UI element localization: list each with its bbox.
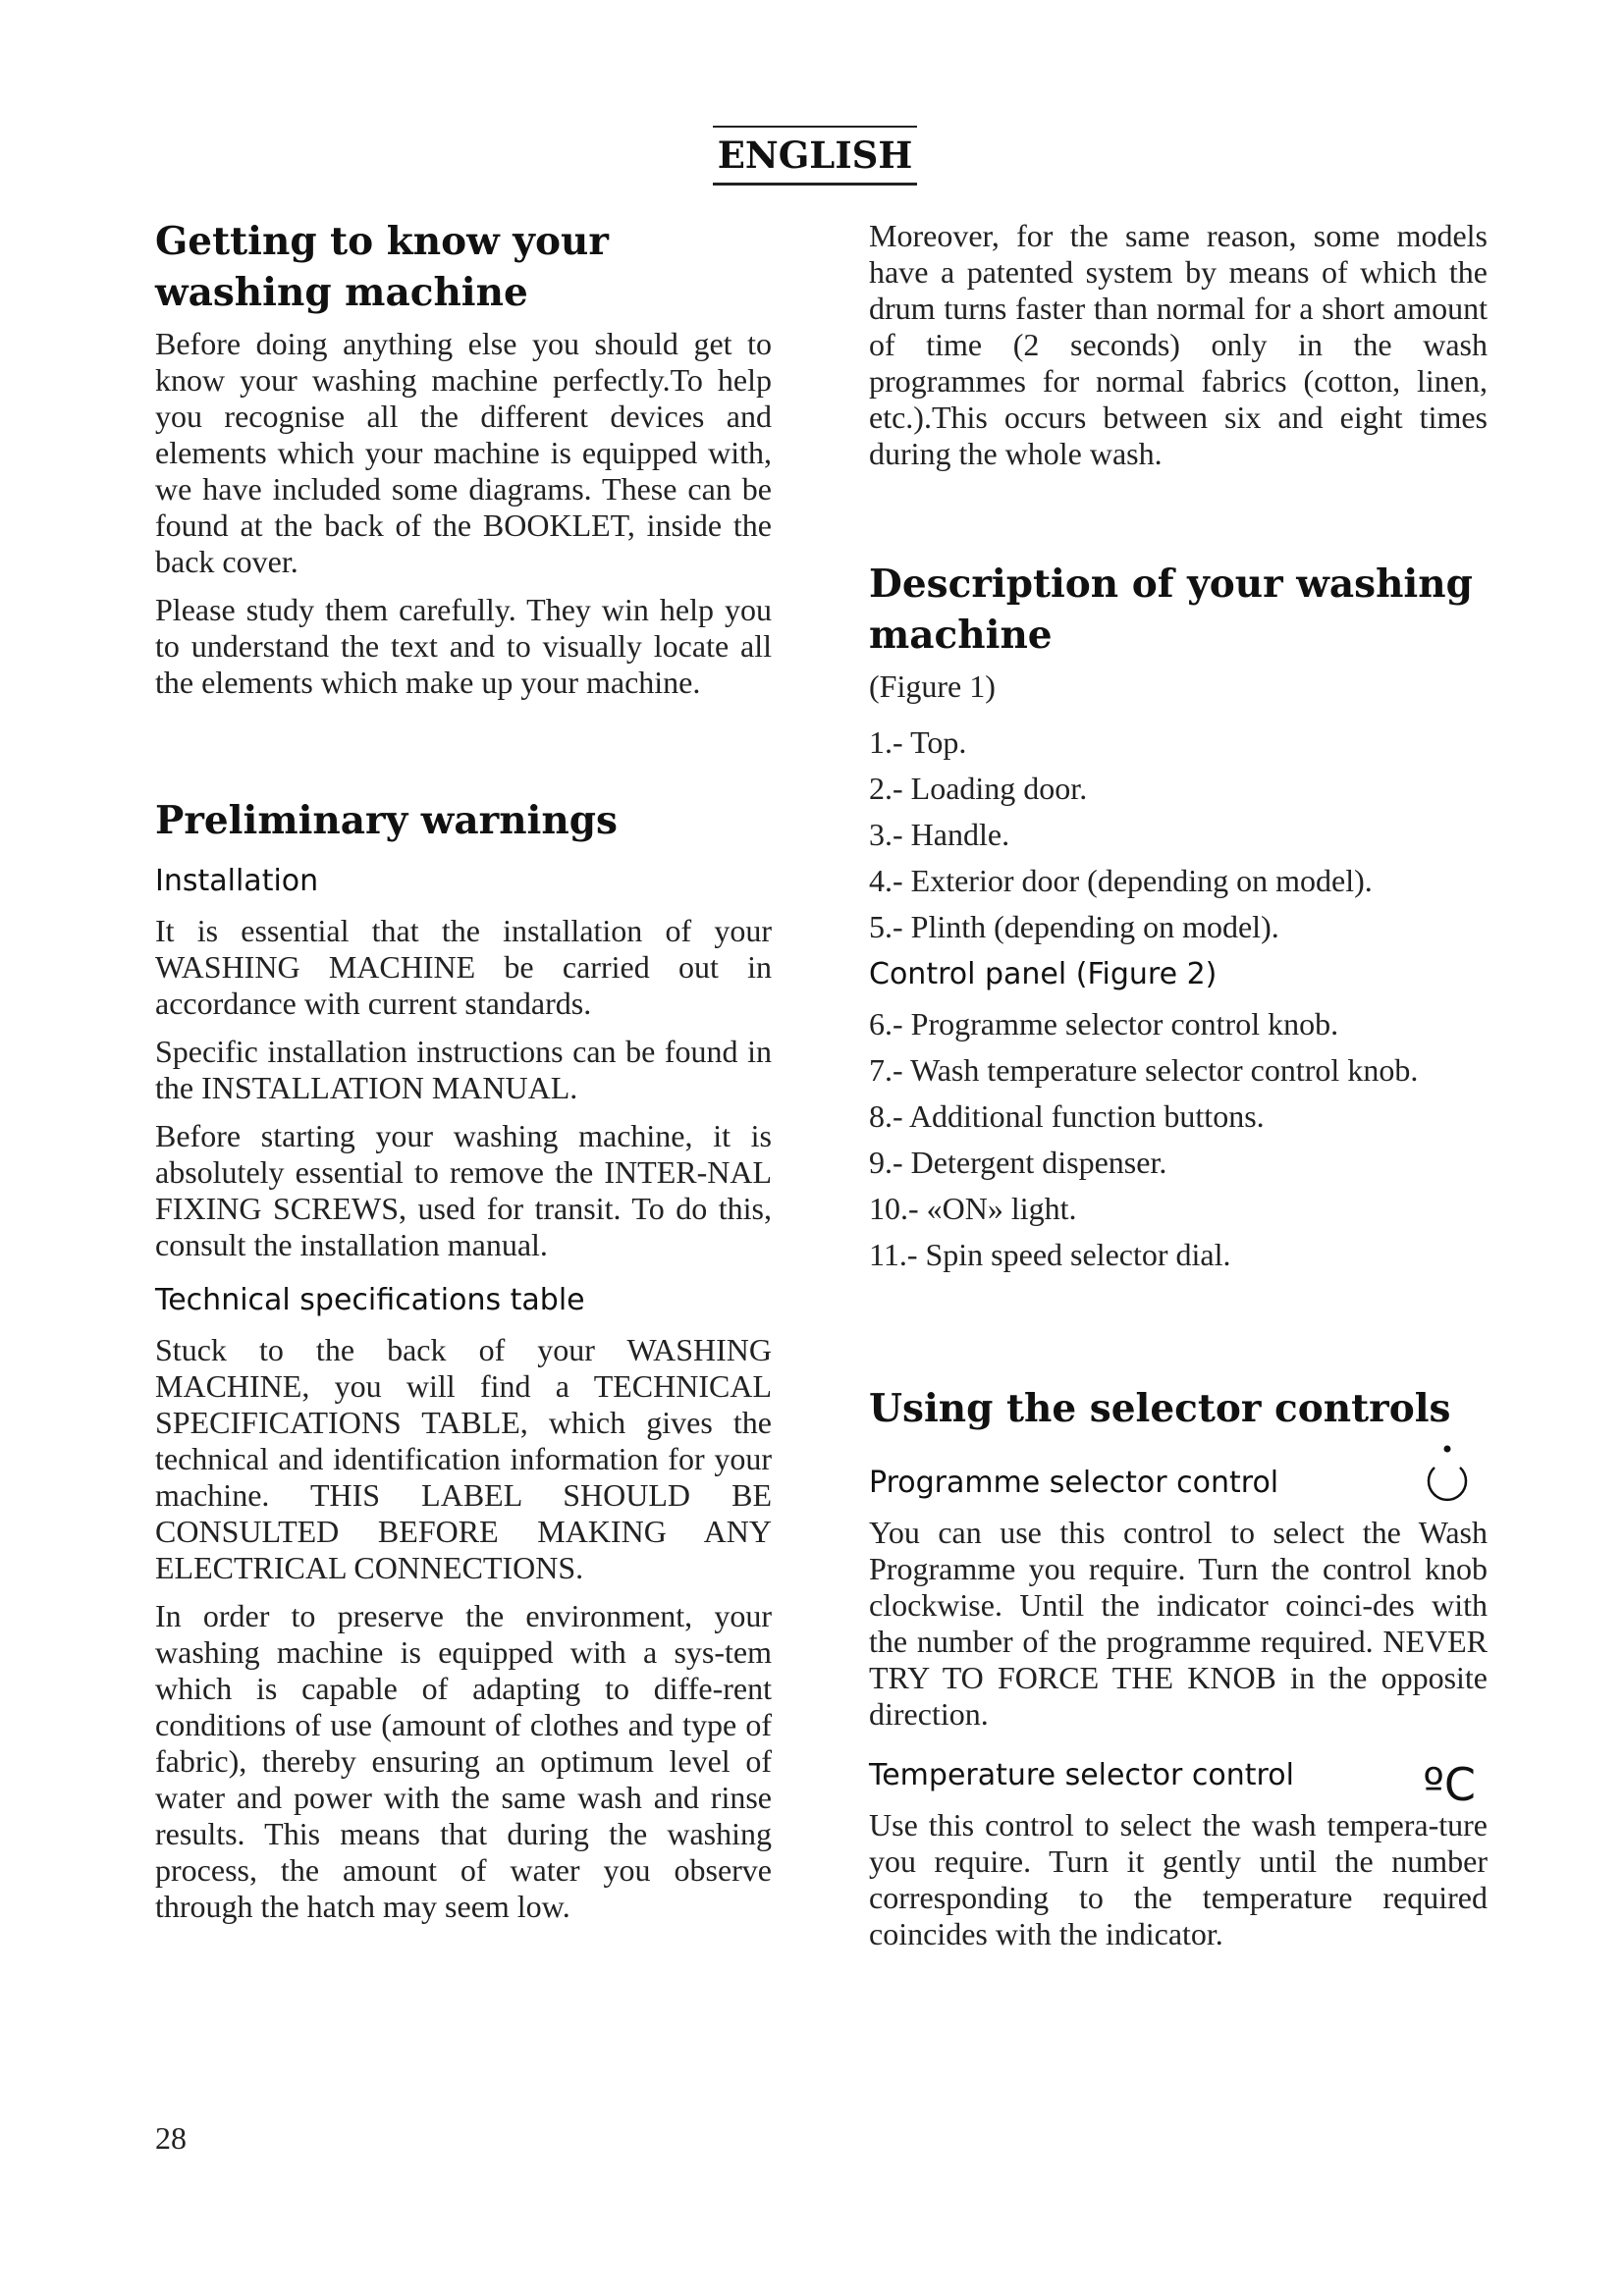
list-item: 11.- Spin speed selector dial. [869, 1237, 1231, 1272]
programme-selector-heading [869, 1442, 1488, 1515]
subsection-title-technical-specifications: Technical specifications table [155, 1283, 585, 1317]
temperature-selector-heading [869, 1756, 1488, 1811]
paragraph: Before starting your washing machine, it is absolutely essential to remove the INTER-NAL FIXING SCREWS, used for transit. To do this, consult the installation manual. [155, 1118, 772, 1262]
list-item: 6.- Programme selector control knob. [869, 1006, 1339, 1041]
page-number: 28 [155, 2120, 187, 2156]
list-item: 8.- Additional function buttons. [869, 1098, 1265, 1134]
subsection-title-temperature-selector: Temperature selector control [869, 1758, 1294, 1792]
paragraph: You can use this control to select the Wash Programme you require. Turn the control knob clockwise. Until the indicator coinci-des with the number of the programme required. NEVER TRY TO FORCE THE KNOB in the opposite direction. [869, 1515, 1488, 1732]
paragraph: Please study them carefully. They win help you to understand the text and to visually locate all the elements which make up your machine. [155, 592, 772, 700]
paragraph: Stuck to the back of your WASHING MACHINE, you will find a TECHNICAL SPECIFICATIONS TABLE, which gives the technical and identification information for your machine. THIS LABEL SHOULD BE CONSULTED BEFORE MAKING ANY ELECTRICAL CONNECTIONS. [155, 1332, 772, 1585]
section-title-description: Description of your washing machine [869, 561, 1473, 658]
paragraph: Use this control to select the wash tempera-ture you require. Turn it gently until the number corresponding to the temperature required coincides with the indicator. [869, 1807, 1488, 1951]
list-item: 9.- Detergent dispenser. [869, 1145, 1167, 1180]
temperature-icon: ºC [1423, 1758, 1476, 1811]
section-title-getting-to-know: Getting to know your washing machine [155, 219, 609, 315]
control-panel-list [869, 1006, 1488, 1273]
list-item: 3.- Handle. [869, 817, 1010, 852]
parts-list [869, 724, 1488, 945]
right-column [869, 218, 1488, 1964]
paragraph: Moreover, for the same reason, some models have a patented system by means of which the drum turns faster than normal for a short amount of time (2 seconds) only in the wash programmes for normal fabrics (cotton, linen, etc.).This occurs between six and eight times during the whole wash. [869, 218, 1488, 471]
figure-reference: (Figure 1) [869, 668, 996, 704]
programme-knob-icon [1415, 1442, 1480, 1511]
list-item: 7.- Wash temperature selector control knob. [869, 1052, 1419, 1088]
paragraph: It is essential that the installation of your WASHING MACHINE be carried out in accordance with current standards. [155, 913, 772, 1021]
paragraph: In order to preserve the environment, your washing machine is equipped with a sys-tem which is capable of adapting to diffe-rent conditions of use (amount of clothes and type of fabric), thereby ensuring an optimum level of water and power with the same wash and rinse results. This means that during the washing process, the amount of water you observe through the hatch may seem low. [155, 1598, 772, 1924]
subsection-title-installation: Installation [155, 864, 319, 898]
list-item: 5.- Plinth (depending on model). [869, 909, 1279, 944]
subsection-title-programme-selector: Programme selector control [869, 1466, 1279, 1500]
paragraph: Before doing anything else you should get to know your washing machine perfectly.To help you recognise all the different devices and elements which your machine is equipped with, we have included some diagrams. These can be found at the back of the BOOKLET, inside the back cover. [155, 326, 772, 579]
list-item: 10.- «ON» light. [869, 1191, 1077, 1226]
list-item: 1.- Top. [869, 724, 967, 760]
list-item: 2.- Loading door. [869, 771, 1088, 806]
section-title-selector-controls: Using the selector controls [869, 1386, 1451, 1431]
paragraph: Specific installation instructions can be found in the INSTALLATION MANUAL. [155, 1034, 772, 1105]
subsection-title-control-panel: Control panel (Figure 2) [869, 957, 1218, 991]
language-header: ENGLISH [713, 126, 917, 186]
section-title-preliminary-warnings: Preliminary warnings [155, 798, 618, 843]
left-column [155, 216, 772, 1937]
list-item: 4.- Exterior door (depending on model). [869, 863, 1373, 898]
